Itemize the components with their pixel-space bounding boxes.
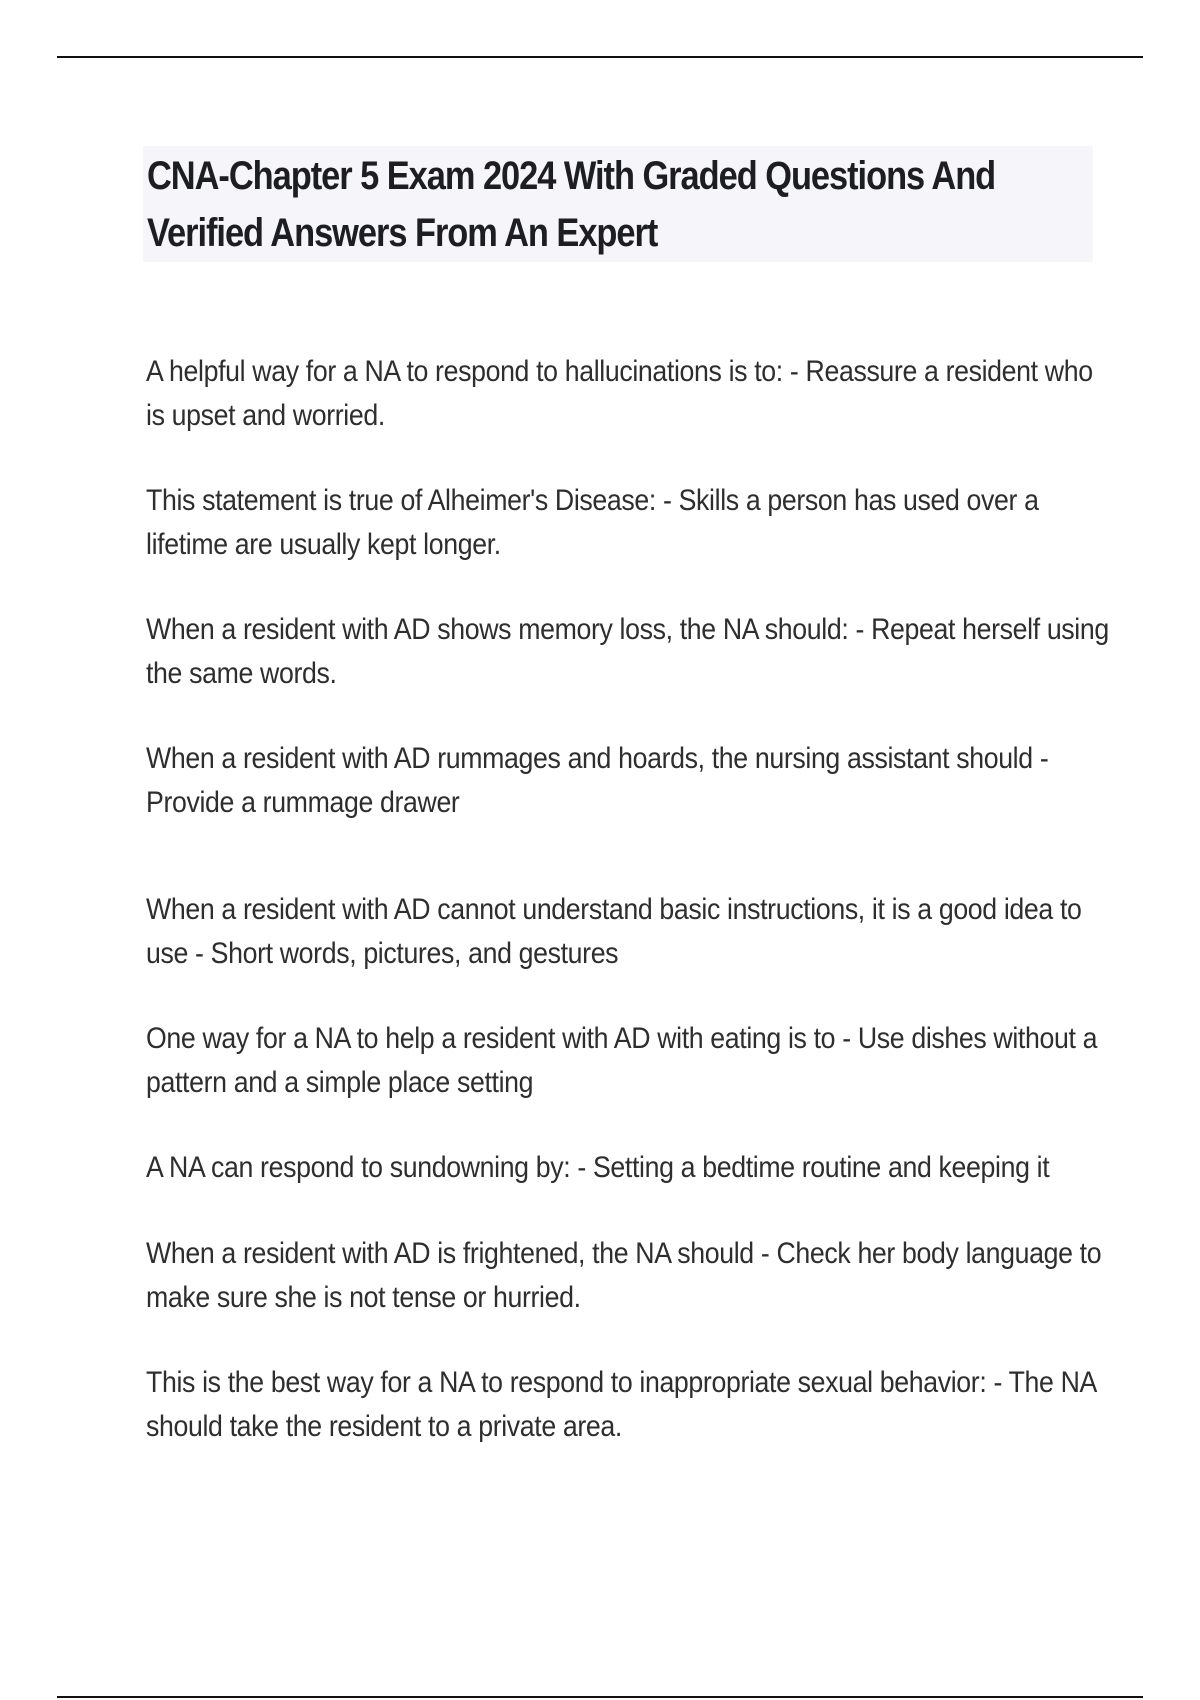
question-text: When a resident with AD cannot understand basic instructions, it is a good idea to use [146, 893, 1082, 970]
qa-item [146, 1232, 1116, 1320]
qa-item [146, 737, 1116, 825]
qa-separator: - [570, 1151, 593, 1184]
qa-item [146, 1017, 1116, 1105]
qa-separator: - [782, 355, 806, 388]
footer-rule [57, 1696, 1143, 1698]
header-rule [57, 56, 1143, 58]
question-text: A NA can respond to sundowning by: [146, 1151, 571, 1184]
answer-text: Skills a person has used over a lifetime are usually kept longer. [146, 484, 1039, 561]
qa-item [146, 1146, 1116, 1190]
question-text: A helpful way for a NA to respond to hallucinations is to: [146, 355, 783, 388]
qa-separator: - [753, 1237, 777, 1270]
answer-text: Repeat herself using the same words. [146, 613, 1109, 690]
document-title: CNA-Chapter 5 Exam 2024 With Graded Questions And Verified Answers From An Expert [147, 154, 996, 255]
answer-text: Check her body language to make sure she is not tense or hurried. [146, 1237, 1102, 1314]
question-text: When a resident with AD is frightened, the NA should [146, 1237, 754, 1270]
question-text: When a resident with AD rummages and hoards, the nursing assistant should [146, 742, 1033, 775]
qa-separator: - [848, 613, 872, 646]
qa-separator: - [187, 937, 211, 970]
qa-separator: - [655, 484, 679, 517]
qa-separator: - [986, 1366, 1009, 1399]
answer-text: Provide a rummage drawer [146, 786, 460, 819]
title-banner [143, 146, 1093, 262]
question-text: When a resident with AD shows memory loss, the NA should: [146, 613, 849, 646]
question-text: This statement is true of Alheimer's Disease: [146, 484, 656, 517]
answer-text: Short words, pictures, and gestures [210, 937, 619, 970]
answer-text: Reassure a resident who is upset and worried. [146, 355, 1093, 432]
qa-item [146, 888, 1116, 976]
qa-item [146, 350, 1116, 438]
qa-separator: - [835, 1022, 858, 1055]
qa-item [146, 479, 1116, 567]
answer-text: Setting a bedtime routine and keeping it [592, 1151, 1050, 1184]
qa-item [146, 1361, 1116, 1449]
question-text: One way for a NA to help a resident with AD with eating is to [146, 1022, 836, 1055]
qa-item [146, 608, 1116, 696]
answer-text: Use dishes without a pattern and a simple place setting [146, 1022, 1098, 1099]
answer-text: The NA should take the resident to a private area. [146, 1366, 1096, 1443]
qa-separator: - [1032, 742, 1049, 775]
question-text: This is the best way for a NA to respond to inappropriate sexual behavior: [146, 1366, 987, 1399]
